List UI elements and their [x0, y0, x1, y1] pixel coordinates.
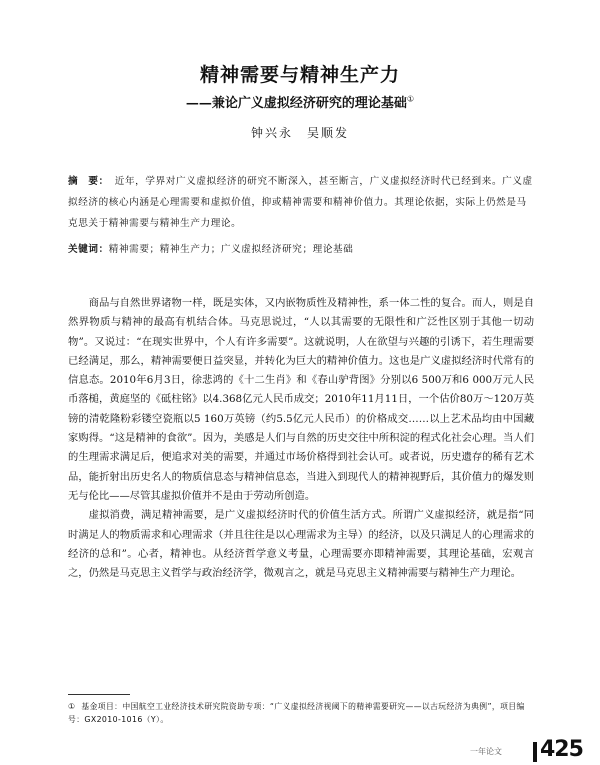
- footnote-divider: [68, 694, 130, 695]
- footnote-mark: ①: [68, 702, 76, 711]
- abstract-label: 摘 要：: [68, 176, 109, 187]
- abstract-text: 近年，学界对广义虚拟经济的研究不断深入，甚至断言，广义虚拟经济时代已经到来。广义虚拟经济的核心内涵是心理需要和虚拟价值，抑或精神需要和精神价值力。其理论依据，实际上仍然是马克思关于精神需要与精神生产力理论。: [68, 176, 533, 229]
- keywords-block: [68, 240, 534, 260]
- page-number: 425: [540, 737, 583, 762]
- article-subtitle: [0, 92, 600, 111]
- subtitle-text: ——兼论广义虚拟经济研究的理论基础: [185, 96, 407, 111]
- body-paragraph: 虚拟消费，满足精神需要，是广义虚拟经济时代的价值生活方式。所谓广义虚拟经济，就是指“同时满足人的物质需求和心理需求（并且往往是以心理需求为主导）的经济，以及只满足人的心理需求的经济的总和”。心者，精神也。从经济哲学意义考量，心理需要亦即精神需要，其理论基础，宏观言之，仍然是马克思主义哲学与政治经济学，微观言之，就是马克思主义精神需要与精神生产力理论。: [68, 509, 534, 580]
- footnote-text: 基金项目：中国航空工业经济技术研究院资助专项：“广义虚拟经济视阈下的精神需要研究——以古玩经济为典例”，项目编号：GX2010-1016（Y）。: [68, 702, 525, 724]
- subtitle-footnote-mark[interactable]: ①: [406, 94, 415, 104]
- keywords-label: 关键词：: [68, 244, 109, 255]
- page-number-bar: [533, 742, 537, 762]
- footnote: [68, 700, 540, 726]
- article-authors: 钟兴永 吴顺发: [250, 126, 349, 140]
- body-text: [68, 294, 534, 583]
- body-paragraph: 商品与自然世界诸物一样，既是实体，又内嵌物质性及精神性，系一体二性的复合。而人，则是自然界物质与精神的最高有机结合体。马克思说过，“人以其需要的无限性和广泛性区别于其他一切动物”。又说过：“在现实世界中，个人有许多需要”。这就说明，人在欲望与兴趣的引诱下，若生理需要已经满足，那么，精神需要便日益突显，并转化为巨大的精神价值力。这也是广义虚拟经济时代常有的信息态。2010年6月3日，徐悲鸿的《十二生肖》和《春山驴背图》分别以6 500万和6 000万元人民币落槌，黄庭坚的《砥柱铭》以4.368亿元人民币成交；2010年11月11日，一个估价80万～120万英镑的清乾隆粉彩镂空瓷瓶以5 160万英镑（约5.5亿元人民币）的价格成交……以上艺术品均由中国藏家购得。“这是精神的食欲”。因为，美感是人们与自然的历史交往中所积淀的程式化社会心理。当人们的生理需求满足后，便追求对美的需要，并通过市场价格得到社会认可。或者说，历史遗存的稀有艺术品，能折射出历史名人的物质信息态与精神信息态，当进入到现代人的精神视野后，其价值力的爆发则无与伦比——尽管其虚拟价值并不是由于劳动所创造。: [68, 297, 534, 502]
- article-title: 精神需要与精神生产力: [199, 64, 400, 86]
- keywords-text: 精神需要；精神生产力；广义虚拟经济研究；理论基础: [108, 244, 354, 255]
- running-footer-title: 一年论文: [470, 747, 502, 756]
- abstract-block: [68, 171, 534, 234]
